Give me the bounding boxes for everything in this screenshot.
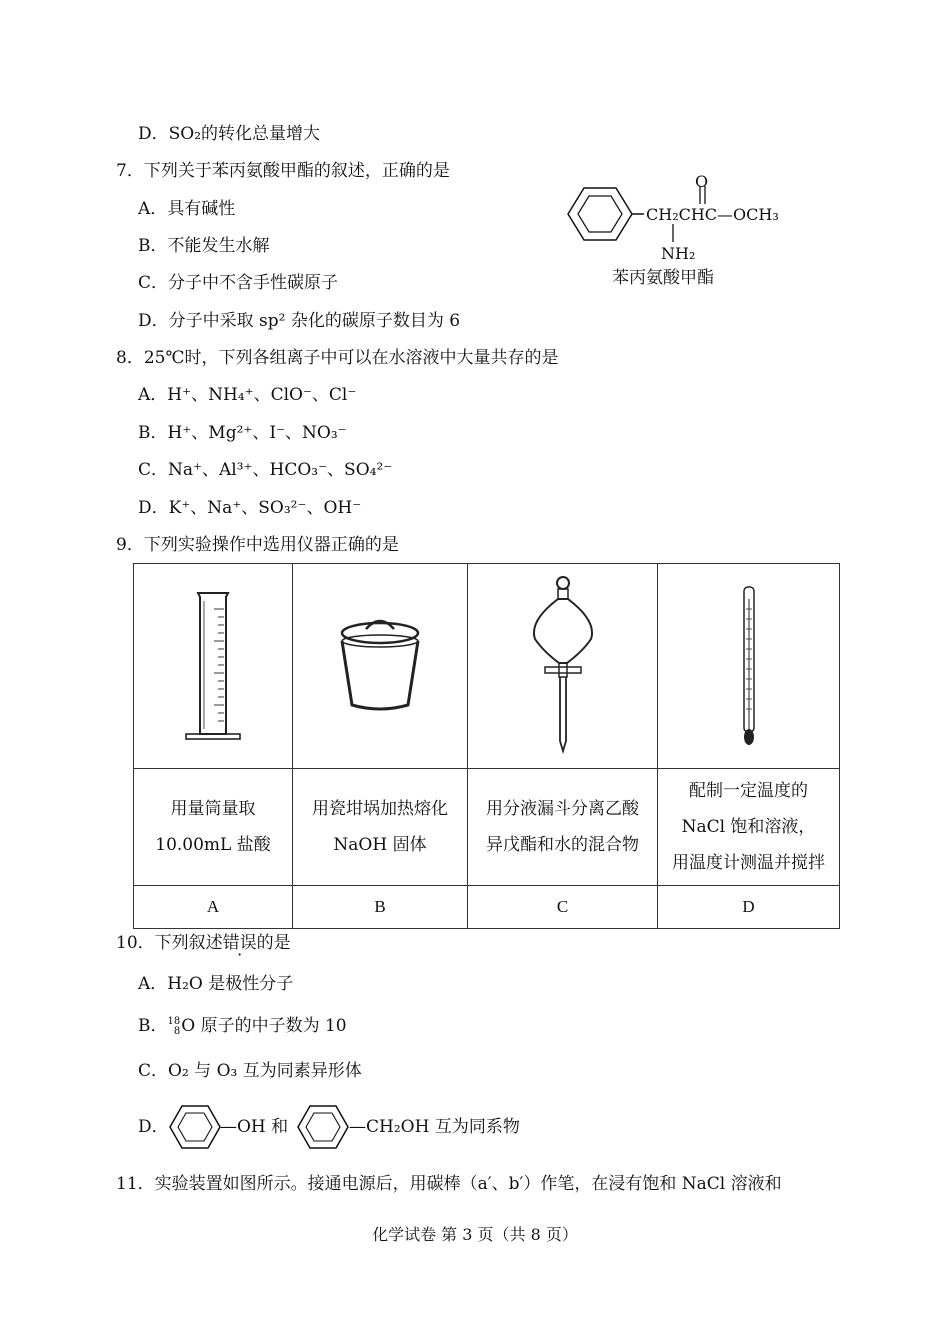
q7-stem: 7．下列关于苯丙氨酸甲酯的叙述，正确的是: [116, 161, 450, 181]
desc-c-line1: 用分液漏斗分离乙酸: [486, 799, 639, 819]
page-footer: 化学试卷 第 3 页（共 8 页）: [372, 1225, 578, 1244]
desc-d-line3: 用温度计测温并搅拌: [672, 853, 825, 873]
amine-group: NH₂: [661, 244, 696, 263]
desc-b-line1: 用瓷坩埚加热熔化: [312, 799, 448, 819]
structure-name: 苯丙氨酸甲酯: [612, 268, 714, 288]
isotope-mass-number: 18: [167, 1015, 181, 1027]
desc-a-line2: 10.00mL 盐酸: [155, 835, 271, 855]
q10-stem-post: 的是: [256, 933, 291, 953]
apparatus-desc-c: [468, 769, 658, 886]
apparatus-desc-a: [134, 769, 293, 886]
q10-option-b-text: O 原子的中子数为 10: [181, 1016, 347, 1036]
phenylalanine-methyl-ester-structure: [560, 168, 800, 293]
q7-option-c: C．分子中不含手性碳原子: [138, 273, 339, 293]
q10-stem-emphasis: 错误: [222, 933, 257, 953]
apparatus-label-c: C: [468, 886, 658, 929]
separatory-funnel-icon: [523, 571, 603, 756]
q10-option-d: [138, 1115, 169, 1139]
q7-option-b: B．不能发生水解: [138, 236, 270, 256]
apparatus-label-b: B: [293, 886, 468, 929]
q10-stem: [116, 931, 291, 955]
q10-stem-pre: 10．下列叙述: [116, 933, 223, 953]
thermometer-icon: [729, 579, 769, 749]
q7-option-d: D．分子中采取 sp² 杂化的碳原子数目为 6: [138, 311, 461, 331]
q8-option-c: C．Na⁺、Al³⁺、HCO₃⁻、SO₄²⁻: [138, 460, 393, 480]
q7-option-a: A．具有碱性: [138, 199, 236, 219]
apparatus-image-a: [134, 564, 293, 769]
q8-option-b: B．H⁺、Mg²⁺、I⁻、NO₃⁻: [138, 423, 347, 443]
q10-option-d-phenol: —OH 和: [220, 1117, 289, 1137]
q10-option-d-prefix: D．: [138, 1117, 169, 1137]
graduated-cylinder-icon: [178, 579, 248, 749]
carbonyl-oxygen: O: [695, 172, 709, 191]
q10-option-b: [138, 1014, 347, 1038]
desc-d-line1: 配制一定温度的: [689, 781, 808, 801]
q11-stem: 11．实验装置如图所示。接通电源后，用碳棒（a′、b′）作笔，在浸有饱和 NaCl 溶液和: [116, 1174, 782, 1194]
isotope-atomic-number: 8: [173, 1025, 181, 1037]
crucible-icon: [330, 609, 430, 719]
apparatus-image-c: [468, 564, 658, 769]
apparatus-desc-d: [658, 769, 840, 886]
desc-d-line2: NaCl 饱和溶液，: [681, 817, 816, 837]
apparatus-image-b: [293, 564, 468, 769]
q10-option-c: C．O₂ 与 O₃ 互为同素异形体: [138, 1061, 362, 1081]
q10-option-a: A．H₂O 是极性分子: [138, 974, 294, 994]
desc-a-line1: 用量筒量取: [170, 799, 256, 819]
q9-stem: 9．下列实验操作中选用仪器正确的是: [116, 535, 399, 555]
desc-c-line2: 异戊酯和水的混合物: [486, 835, 639, 855]
apparatus-image-d: [658, 564, 840, 769]
q8-option-d: D．K⁺、Na⁺、SO₃²⁻、OH⁻: [138, 498, 362, 518]
apparatus-label-a: A: [134, 886, 293, 929]
q8-stem: 8．25℃时，下列各组离子中可以在水溶液中大量共存的是: [116, 348, 559, 368]
structure-chain: CH₂CHC—OCH₃: [646, 205, 779, 224]
q8-option-a: A．H⁺、NH₄⁺、ClO⁻、Cl⁻: [138, 385, 357, 405]
q10-option-b-prefix: B．: [138, 1016, 168, 1036]
apparatus-label-d: D: [658, 886, 840, 929]
apparatus-desc-b: [293, 769, 468, 886]
apparatus-table: [133, 563, 840, 929]
q6-option-d: D．SO₂的转化总量增大: [138, 124, 321, 144]
q10-option-d-benzyl: —CH₂OH 互为同系物: [349, 1117, 520, 1137]
desc-b-line2: NaOH 固体: [333, 835, 427, 855]
